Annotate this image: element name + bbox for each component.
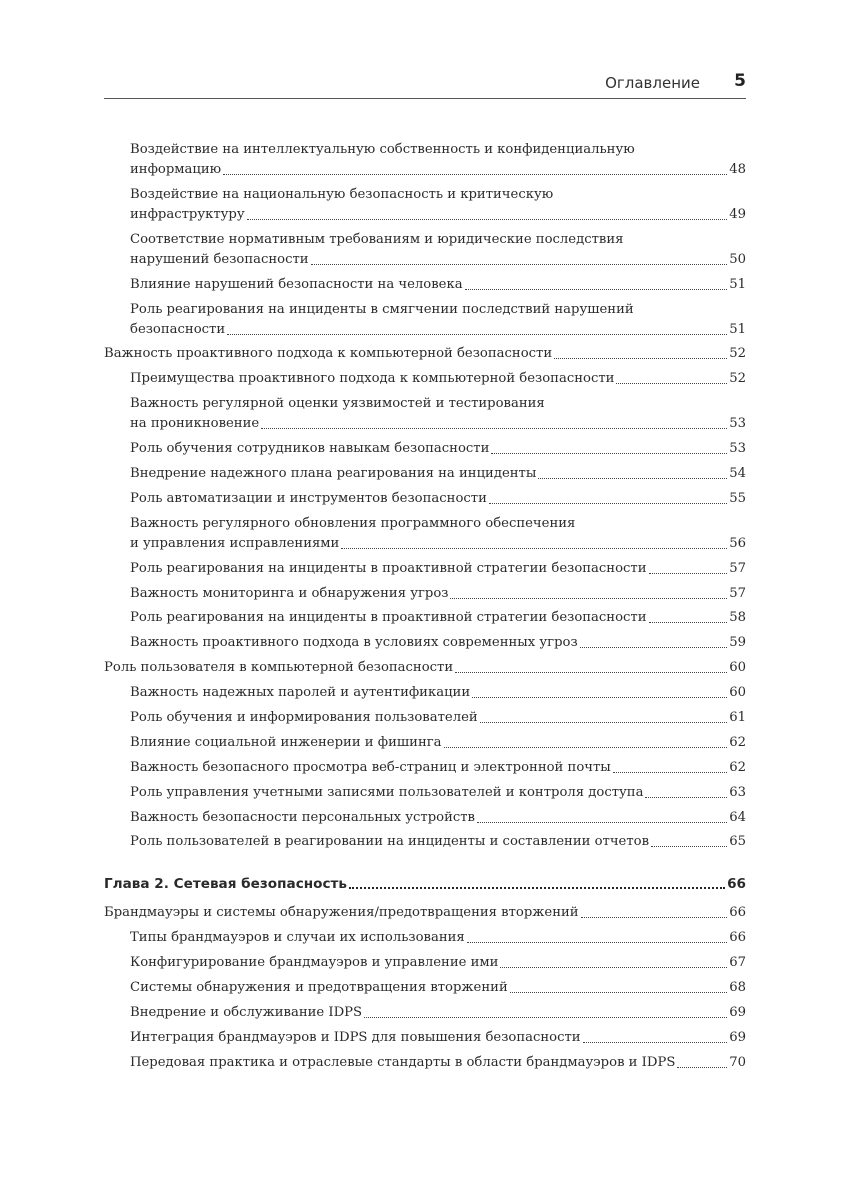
toc-subsection[interactable] [104, 559, 746, 579]
toc-entry-title-line: Роль реагирования на инциденты в смягчении последствий нарушений [130, 301, 634, 317]
toc-entry-row [104, 903, 746, 923]
toc-entry-title: Важность проактивного подхода к компьютерной безопасности [104, 346, 553, 362]
dot-leader [467, 941, 727, 943]
toc-entry-row [130, 369, 746, 389]
toc-entry-row [130, 608, 746, 628]
toc-page-number: 67 [729, 955, 746, 971]
toc-entry-row [130, 464, 746, 484]
toc-page-number: 54 [729, 466, 746, 482]
table-of-contents [104, 140, 746, 1078]
toc-entry-row [130, 928, 746, 948]
toc-entry-row [130, 205, 746, 225]
dot-leader [649, 572, 728, 574]
toc-entry-title: Передовая практика и отраслевые стандарты в области брандмауэров и IDPS [130, 1054, 676, 1070]
toc-subsection[interactable] [104, 633, 746, 653]
toc-subsection[interactable] [104, 489, 746, 509]
dot-leader [491, 452, 727, 454]
toc-page-number: 64 [729, 809, 746, 825]
toc-entry-row [130, 489, 746, 509]
toc-page-number: 52 [729, 346, 746, 362]
dot-leader [247, 218, 728, 220]
toc-entry-row [130, 160, 746, 180]
toc-entry-row [130, 758, 746, 778]
toc-page-number: 55 [729, 490, 746, 506]
toc-page-number: 70 [729, 1054, 746, 1070]
toc-entry-row [104, 344, 746, 364]
dot-leader [311, 263, 728, 265]
toc-entry-title: безопасности [130, 321, 226, 337]
toc-page-number: 48 [729, 162, 746, 177]
dot-leader [677, 1066, 727, 1068]
toc-subsection[interactable] [104, 230, 746, 270]
toc-entry-row [130, 1003, 746, 1023]
toc-entry-row [130, 439, 746, 459]
toc-entry-title: Важность надежных паролей и аутентификации [130, 685, 471, 701]
dot-leader [465, 288, 728, 290]
toc-subsection[interactable] [104, 758, 746, 778]
toc-subsection[interactable] [104, 808, 746, 828]
toc-page-number: 61 [729, 710, 746, 726]
toc-entry-title: Брандмауэры и системы обнаружения/предотвращения вторжений [104, 905, 579, 921]
toc-page-number: 62 [729, 734, 746, 750]
toc-entry-row [130, 633, 746, 653]
toc-entry-title: Глава 2. Сетевая безопасность [104, 876, 348, 893]
dot-leader [223, 173, 727, 175]
toc-entry-row [104, 874, 746, 894]
toc-subsection[interactable] [104, 783, 746, 803]
toc-subsection[interactable] [104, 608, 746, 628]
dot-leader [450, 597, 727, 599]
dot-leader [341, 547, 727, 549]
toc-entry-row [130, 275, 746, 295]
toc-page-number: 62 [729, 759, 746, 775]
toc-page-number: 57 [729, 560, 746, 576]
toc-subsection[interactable] [104, 369, 746, 389]
toc-subsection[interactable] [104, 300, 746, 340]
toc-section[interactable] [104, 658, 746, 678]
dot-leader [227, 333, 727, 335]
toc-entry-row [130, 953, 746, 973]
toc-subsection[interactable] [104, 464, 746, 484]
toc-entry-title: Внедрение надежного плана реагирования на инциденты [130, 466, 537, 482]
toc-page-number: 69 [729, 1029, 746, 1045]
toc-entry-title: Интеграция брандмауэров и IDPS для повышения безопасности [130, 1029, 581, 1045]
toc-subsection[interactable] [104, 1003, 746, 1023]
toc-entry-title: Типы брандмауэров и случаи их использования [130, 930, 465, 946]
toc-entry-title: Роль реагирования на инциденты в проактивной стратегии безопасности [130, 560, 647, 576]
dot-leader [455, 671, 727, 673]
toc-page-number: 50 [729, 251, 746, 267]
toc-entry-row [104, 658, 746, 678]
toc-chapter[interactable] [104, 874, 746, 894]
toc-entry-row [130, 683, 746, 703]
toc-entry-title: Влияние социальной инженерии и фишинга [130, 734, 442, 750]
toc-entry-title: инфраструктуру [130, 206, 245, 222]
dot-leader [651, 845, 727, 847]
dot-leader [500, 966, 727, 968]
toc-page-number: 58 [729, 610, 746, 626]
dot-leader [477, 821, 727, 823]
toc-entry-title: Роль обучения сотрудников навыкам безопасности [130, 441, 490, 457]
toc-entry-row [130, 783, 746, 803]
toc-page-number: 51 [729, 321, 746, 337]
toc-entry-title: Роль реагирования на инциденты в проактивной стратегии безопасности [130, 610, 647, 626]
page-number: 5 [734, 71, 746, 91]
toc-page-number: 66 [729, 905, 746, 921]
toc-entry-row [130, 559, 746, 579]
toc-subsection[interactable] [104, 1028, 746, 1048]
toc-page-number: 68 [729, 980, 746, 996]
toc-entry-title-line: Важность регулярной оценки уязвимостей и тестирования [130, 396, 545, 412]
toc-page-number: 66 [727, 876, 746, 893]
toc-page-number: 60 [729, 685, 746, 701]
toc-page-number: 52 [729, 371, 746, 387]
toc-entry-row [130, 414, 746, 434]
toc-page-number: 66 [729, 930, 746, 946]
toc-section[interactable] [104, 903, 746, 923]
toc-entry-row [130, 708, 746, 728]
toc-subsection[interactable] [104, 584, 746, 604]
toc-entry-row [130, 584, 746, 604]
toc-section[interactable] [104, 344, 746, 364]
toc-entry-row [130, 250, 746, 270]
toc-entry-row [130, 1028, 746, 1048]
toc-subsection[interactable] [104, 683, 746, 703]
toc-entry-title: Роль обучения и информирования пользователей [130, 710, 478, 726]
toc-entry-title: Конфигурирование брандмауэров и управление ими [130, 955, 499, 971]
dot-leader [538, 477, 727, 479]
toc-subsection[interactable] [104, 1053, 746, 1073]
dot-leader [364, 1016, 727, 1018]
toc-subsection[interactable] [104, 514, 746, 554]
toc-entry-row [130, 978, 746, 998]
toc-entry-title: Роль пользователей в реагировании на инциденты и составлении отчетов [130, 834, 650, 850]
toc-entry-title: Важность проактивного подхода в условиях современных угроз [130, 635, 578, 651]
dot-leader [472, 696, 727, 698]
toc-subsection[interactable] [104, 140, 746, 180]
toc-entry-row [130, 733, 746, 753]
dot-leader [645, 796, 727, 798]
toc-page-number: 53 [729, 416, 746, 432]
toc-entry-title: на проникновение [130, 416, 260, 432]
toc-subsection[interactable] [104, 832, 746, 852]
toc-entry-row [130, 1053, 746, 1073]
toc-page-number: 59 [729, 635, 746, 651]
dot-leader [581, 916, 728, 918]
toc-entry-row [130, 808, 746, 828]
toc-entry-title-line: Важность регулярного обновления программного обеспечения [130, 515, 576, 531]
dot-leader [480, 721, 728, 723]
dot-leader [261, 427, 727, 429]
toc-entry-title: Роль автоматизации и инструментов безопасности [130, 490, 487, 506]
dot-leader [580, 646, 728, 648]
toc-page-number: 57 [729, 585, 746, 601]
toc-page-number: 51 [729, 276, 746, 292]
toc-entry-title: Системы обнаружения и предотвращения вторжений [130, 980, 508, 996]
dot-leader [616, 382, 727, 384]
toc-subsection[interactable] [104, 953, 746, 973]
toc-entry-title: Внедрение и обслуживание IDPS [130, 1005, 363, 1021]
running-head-title: Оглавление [605, 74, 700, 92]
dot-leader [444, 746, 728, 748]
toc-page-number: 63 [729, 784, 746, 800]
page-header [104, 70, 746, 99]
dot-leader [510, 991, 727, 993]
toc-entry-title: Роль пользователя в компьютерной безопасности [104, 660, 454, 676]
toc-entry-row [130, 832, 746, 852]
toc-entry-title: и управления исправлениями [130, 535, 340, 551]
toc-entry-title: Важность безопасного просмотра веб-страниц и электронной почты [130, 759, 611, 775]
toc-entry-title: Важность мониторинга и обнаружения угроз [130, 585, 449, 601]
toc-subsection[interactable] [104, 708, 746, 728]
toc-page-number: 56 [729, 535, 746, 551]
dot-leader [554, 357, 727, 359]
toc-entry-row [130, 320, 746, 340]
toc-entry-title: Важность безопасности персональных устройств [130, 809, 475, 825]
toc-entry-title-line: Воздействие на национальную безопасность и критическую [130, 186, 554, 202]
toc-page-number: 65 [729, 834, 746, 850]
dot-leader [613, 771, 727, 773]
toc-entry-title: Роль управления учетными записями пользователей и контроля доступа [130, 784, 644, 800]
toc-subsection[interactable] [104, 394, 746, 434]
toc-page-number: 60 [729, 660, 746, 676]
dot-leader [649, 621, 728, 623]
toc-page-number: 49 [729, 206, 746, 222]
dot-leader [489, 502, 727, 504]
dot-leader [349, 886, 725, 889]
toc-subsection[interactable] [104, 185, 746, 225]
toc-page-number: 53 [729, 441, 746, 457]
toc-subsection[interactable] [104, 275, 746, 295]
toc-entry-row [130, 534, 746, 554]
toc-entry-title: нарушений безопасности [130, 251, 309, 267]
toc-subsection[interactable] [104, 439, 746, 459]
toc-entry-title: Преимущества проактивного подхода к компьютерной безопасности [130, 371, 615, 387]
toc-subsection[interactable] [104, 928, 746, 948]
toc-entry-title-line: Воздействие на интеллектуальную собственность и конфиденциальную [130, 142, 635, 157]
toc-entry-title: информацию [130, 162, 222, 177]
toc-page-number: 69 [729, 1005, 746, 1021]
toc-subsection[interactable] [104, 733, 746, 753]
toc-entry-title-line: Соответствие нормативным требованиям и юридические последствия [130, 231, 624, 247]
toc-entry-title: Влияние нарушений безопасности на человека [130, 276, 463, 292]
dot-leader [583, 1041, 728, 1043]
toc-subsection[interactable] [104, 978, 746, 998]
